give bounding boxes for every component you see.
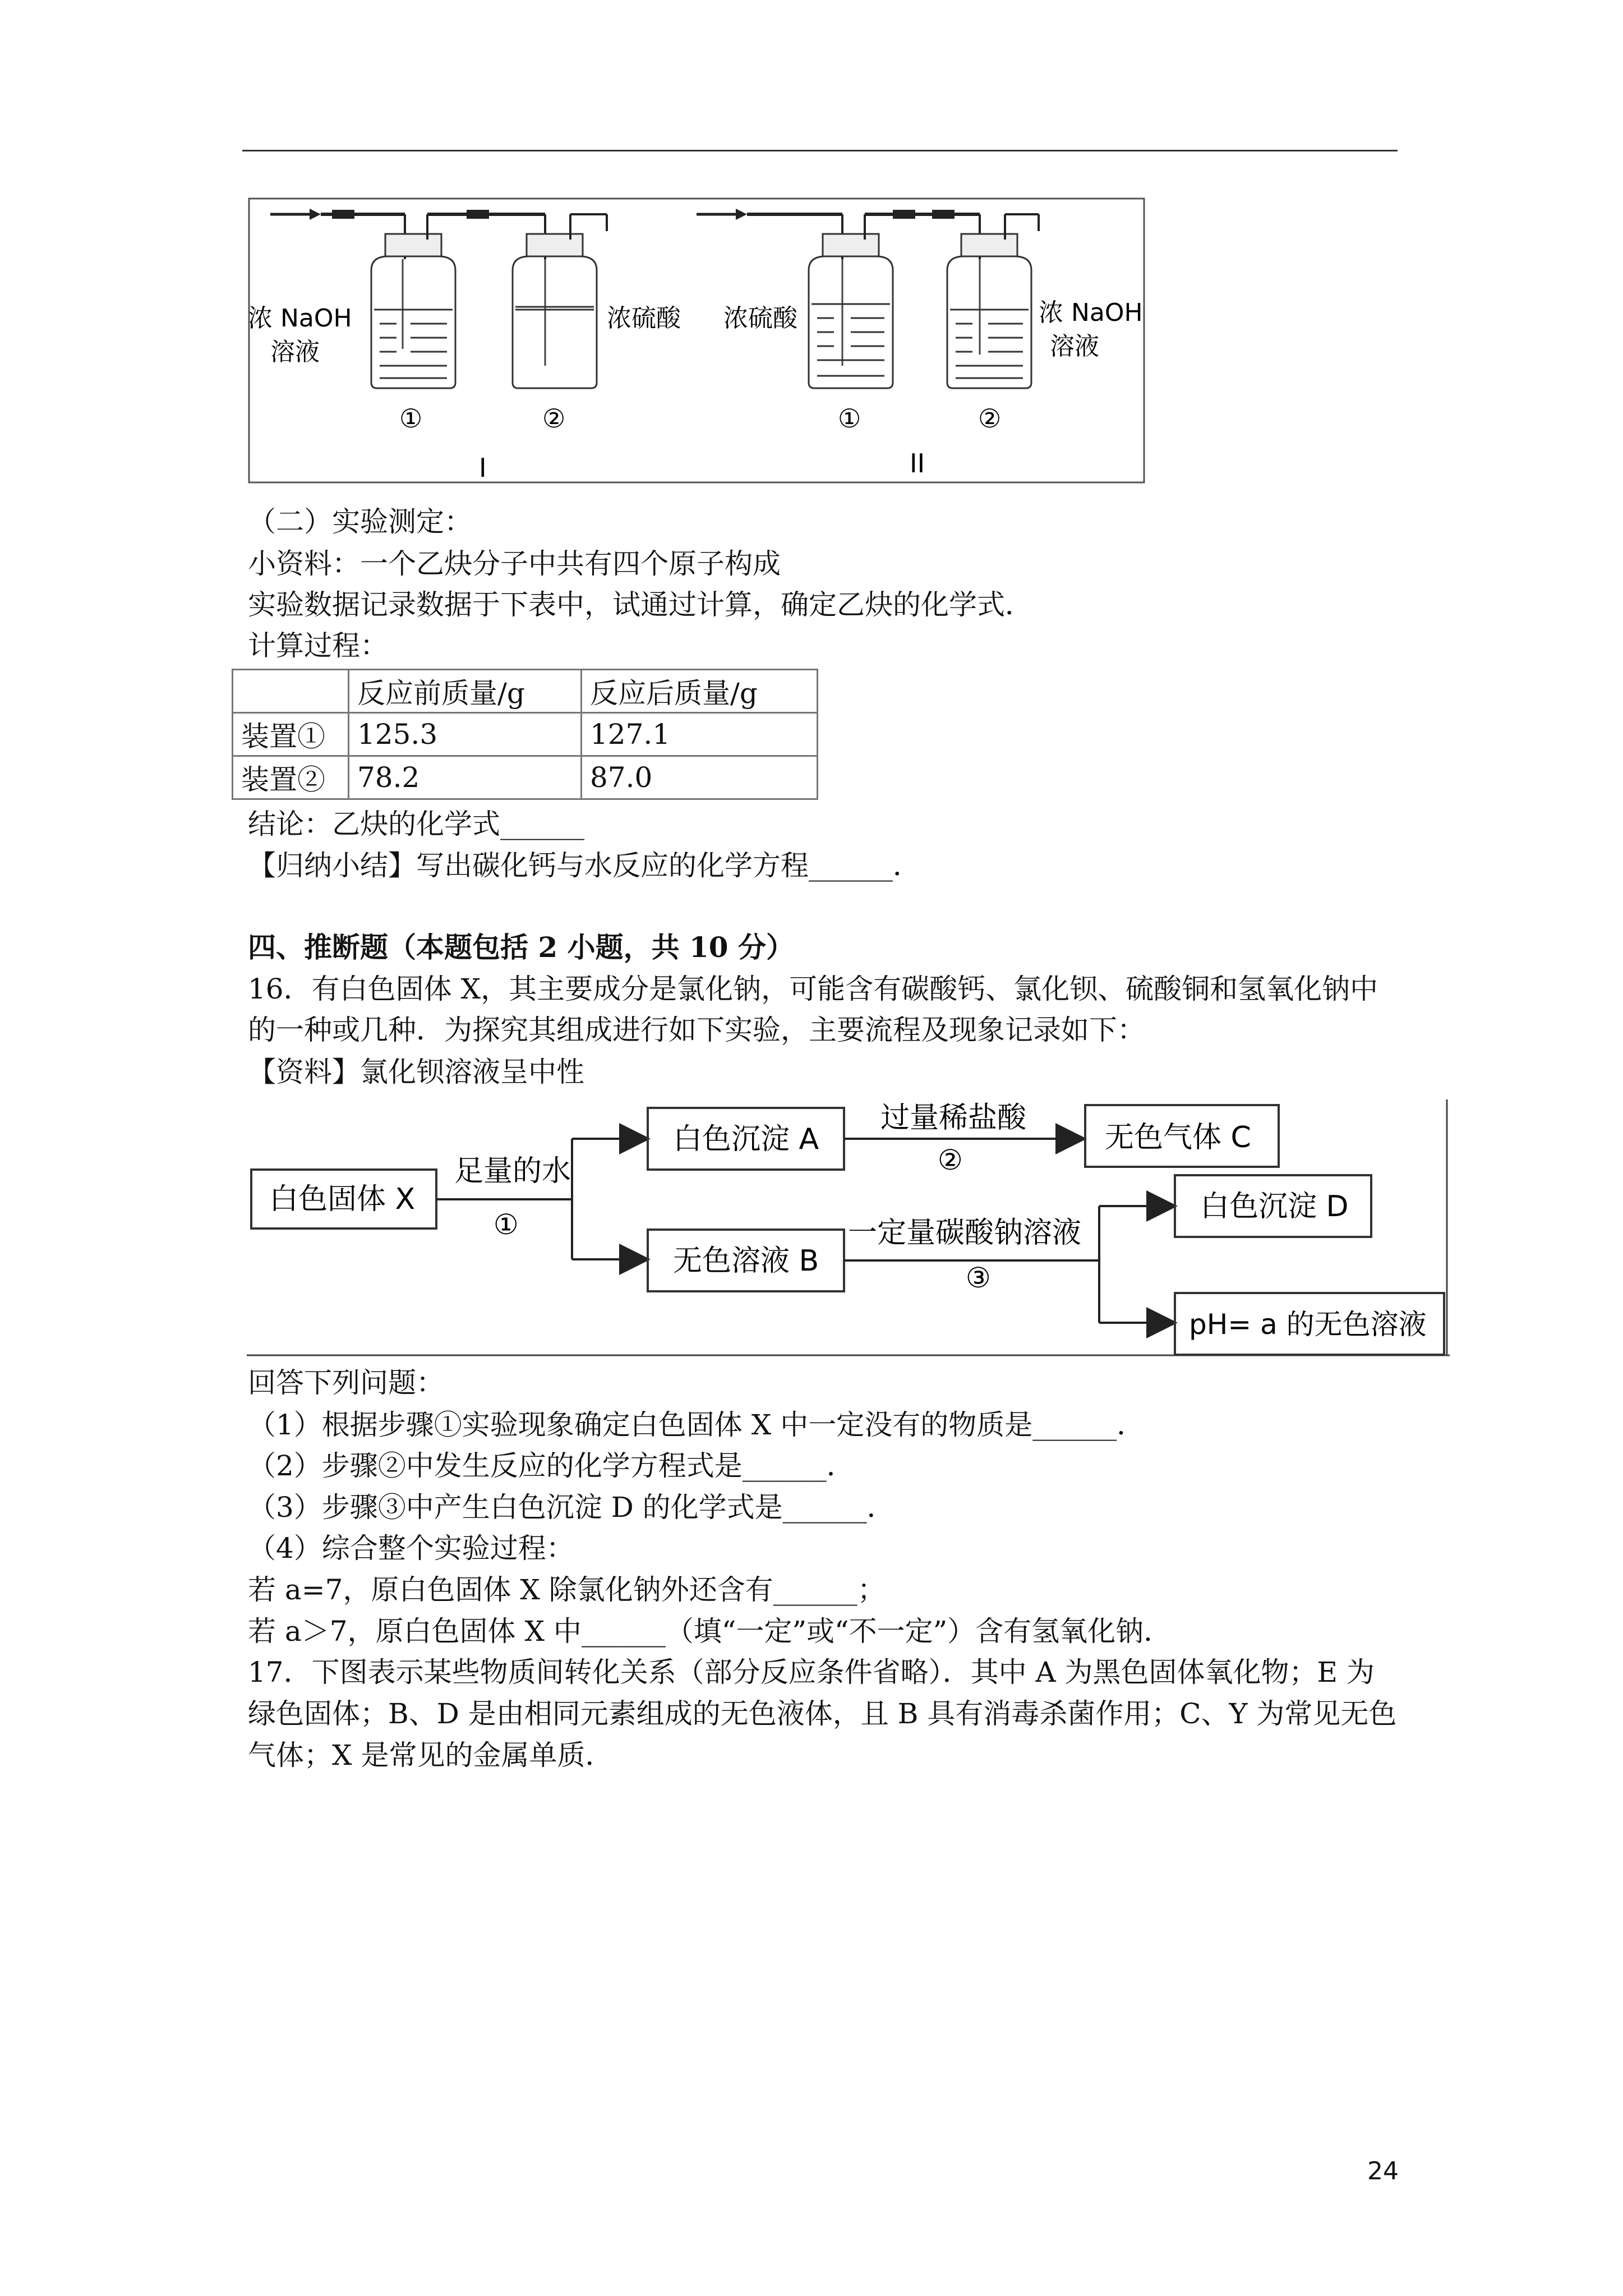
part2-heading: （二）实验测定： — [248, 505, 472, 538]
q17-line3: 气体；X 是常见的金属单质． — [248, 1739, 614, 1772]
flow-step2-number: ② — [938, 1144, 963, 1176]
header-rule — [242, 150, 1398, 151]
setup-ii-bottle1-number: ① — [838, 403, 861, 434]
setup-ii-bottle2-number: ② — [978, 403, 1002, 434]
part2-instruction: 实验数据记录数据于下表中，试通过计算，确定乙炔的化学式． — [248, 588, 1033, 621]
flow-step3-number: ③ — [966, 1262, 991, 1294]
table-row — [233, 713, 818, 756]
setup-i — [248, 209, 681, 483]
flow-gas-c-box: 无色气体 C — [1105, 1121, 1251, 1154]
flow-step1-label: 足量的水 — [454, 1154, 571, 1188]
table-header-cell — [233, 670, 349, 713]
q16-sub4: （4）综合整个实验过程： — [248, 1532, 574, 1565]
setup-ii — [697, 209, 1143, 478]
table-cell: 78.2 — [349, 756, 582, 799]
setup-ii-bottle1-label: 浓硫酸 — [723, 304, 797, 333]
setup-ii-label: II — [910, 448, 925, 478]
setup-i-bottle1-number: ① — [399, 403, 423, 434]
q16-answer-intro: 回答下列问题： — [248, 1366, 444, 1399]
part2-calc-label: 计算过程： — [248, 629, 388, 662]
flow-step1-number: ① — [494, 1208, 519, 1241]
table-cell: 装置① — [233, 713, 349, 756]
q16-info: 【资料】氯化钡溶液呈中性 — [248, 1056, 584, 1088]
page-number: 24 — [1367, 2157, 1399, 2185]
q17-line2: 绿色固体；B、D 是由相同元素组成的无色液体，且 B 具有消毒杀菌作用；C、Y 为常见无色 — [248, 1697, 1397, 1730]
setup-ii-bottle2-label-line1: 浓 NaOH — [1039, 298, 1143, 327]
table-cell: 125.3 — [349, 713, 582, 756]
q16-line1: 16．有白色固体 X，其主要成分是氯化钠，可能含有碳酸钙、氯化钡、硫酸铜和氢氧化钠中 — [248, 973, 1378, 1005]
table-row — [233, 756, 818, 799]
section4-heading: 四、推断题（本题包括 2 小题，共 10 分） — [248, 931, 794, 964]
flow-step2-label: 过量稀盐酸 — [880, 1101, 1027, 1135]
flow-precipitate-d-box: 白色沉淀 D — [1200, 1190, 1349, 1223]
setup-i-bottle1-label-line1: 浓 NaOH — [248, 304, 352, 333]
q16-sub4b: 若 a＞7，原白色固体 X 中______（填“一定”或“不一定”）含有氢氧化钠． — [248, 1615, 1172, 1648]
table-header-row — [233, 670, 818, 713]
setup-i-label: I — [479, 453, 487, 483]
table-header-cell: 反应后质量/g — [582, 670, 818, 713]
q16-sub1: （1）根据步骤①实验现象确定白色固体 X 中一定没有的物质是______． — [248, 1409, 1145, 1441]
flow-precipitate-a-box: 白色沉淀 A — [673, 1122, 819, 1156]
setup-i-bottle1-label-line2: 溶液 — [270, 338, 320, 366]
q16-line2: 的一种或几种．为探究其组成进行如下实验，主要流程及现象记录如下： — [248, 1014, 1145, 1046]
flow-step3-label: 一定量碳酸钠溶液 — [848, 1216, 1082, 1250]
gas-washing-apparatus-figure — [248, 197, 1145, 484]
flow-start-box: 白色固体 X — [269, 1182, 416, 1216]
mass-data-table — [232, 669, 818, 800]
table-header-cell: 反应前质量/g — [349, 670, 582, 713]
experiment-flowchart — [247, 1099, 1450, 1360]
table-cell: 127.1 — [582, 713, 818, 756]
setup-i-bottle2-label: 浓硫酸 — [607, 304, 681, 333]
table-cell: 87.0 — [582, 756, 818, 799]
q17-line1: 17．下图表示某些物质间转化关系（部分反应条件省略）．其中 A 为黑色固体氧化物；E 为 — [248, 1656, 1375, 1688]
flow-ph-solution-box: pH= a 的无色溶液 — [1189, 1308, 1427, 1341]
part2-info: 小资料：一个乙炔分子中共有四个原子构成 — [248, 547, 781, 580]
q16-sub2: （2）步骤②中发生反应的化学方程式是______． — [248, 1450, 855, 1482]
q16-sub3: （3）步骤③中产生白色沉淀 D 的化学式是______． — [248, 1491, 895, 1524]
setup-i-bottle2-number: ② — [542, 403, 566, 434]
part2-summary: 【归纳小结】写出碳化钙与水反应的化学方程______． — [248, 849, 921, 882]
setup-ii-bottle2-label-line2: 溶液 — [1050, 332, 1099, 361]
table-cell: 装置② — [233, 756, 349, 799]
q16-sub4a: 若 a=7，原白色固体 X 除氯化钠外还含有______； — [248, 1573, 886, 1606]
part2-conclusion: 结论：乙炔的化学式______ — [248, 808, 584, 840]
flow-solution-b-box: 无色溶液 B — [673, 1244, 819, 1278]
